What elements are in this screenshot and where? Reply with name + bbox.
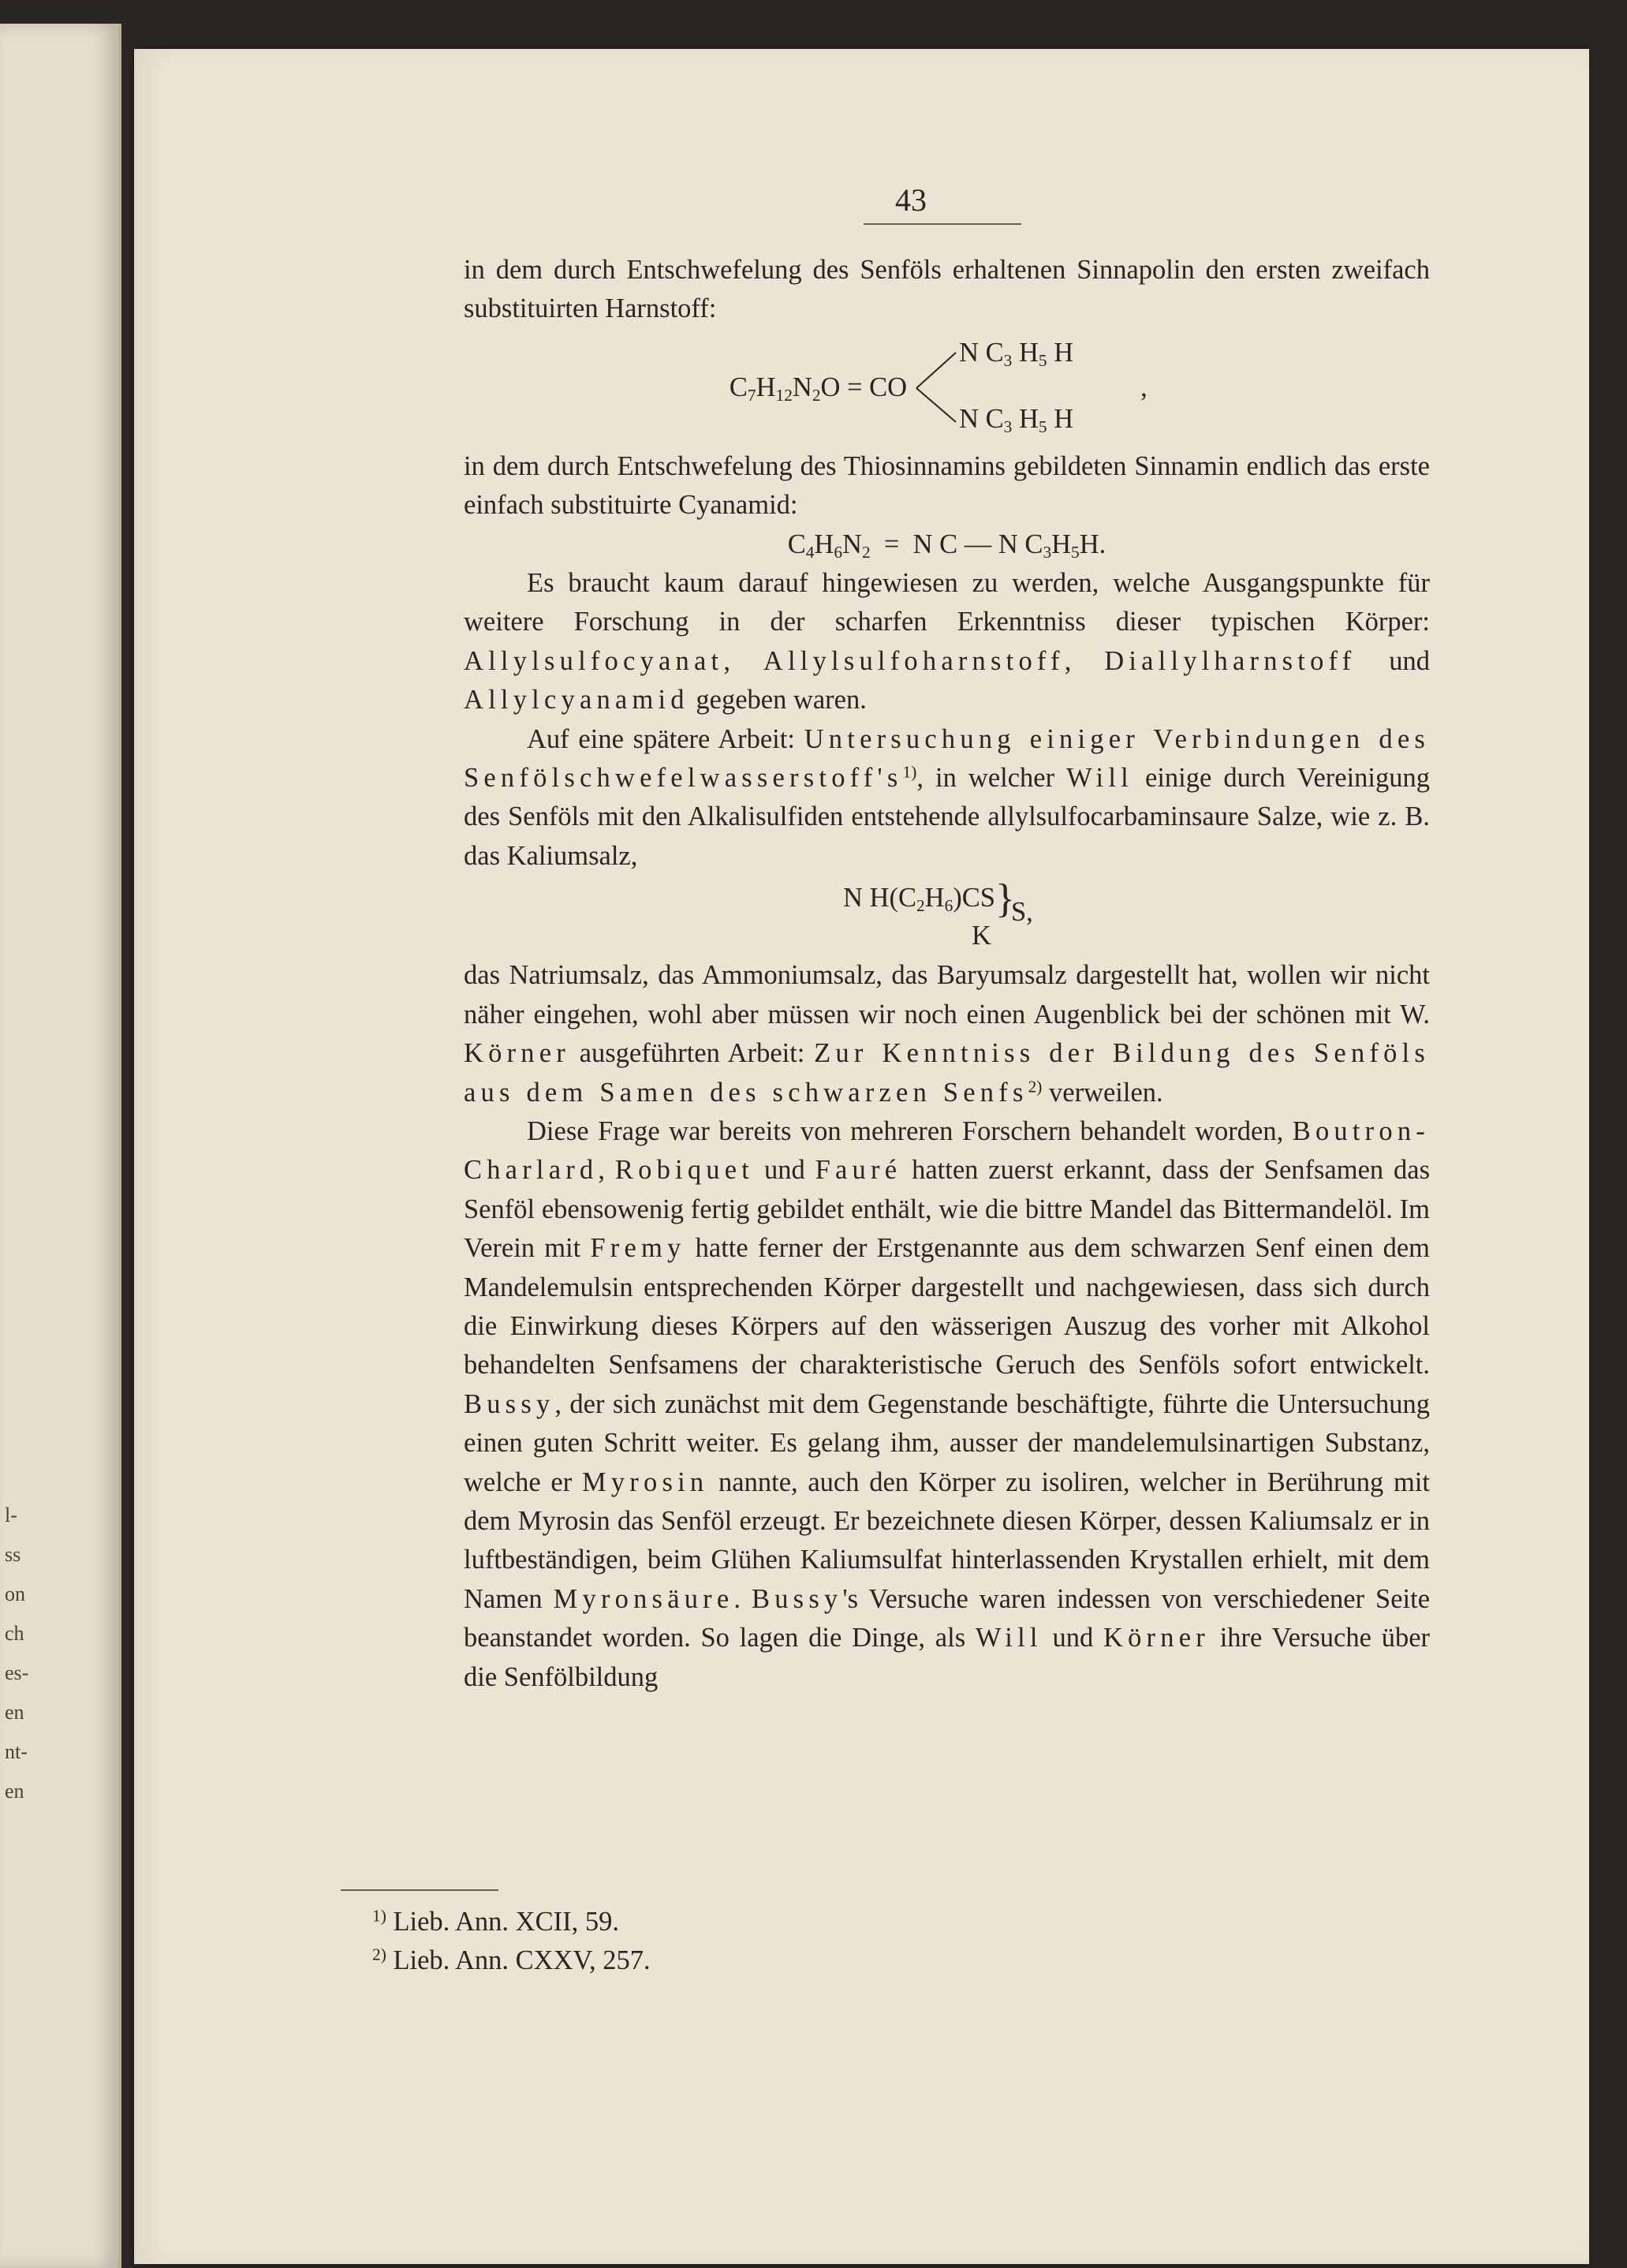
margin-fragment: nt- xyxy=(5,1740,28,1763)
page-number: 43 xyxy=(895,182,927,218)
footnote-rule xyxy=(341,1889,498,1891)
formula-urea: $C_7H_{12}N_2O$ = CO N $C_3$ $H_5$ H , N $C_3$ $H_5$ H xyxy=(464,329,1430,447)
margin-fragment: ss xyxy=(5,1543,21,1566)
paragraph: das Natriumsalz, das Ammoniumsalz, das Baryumsalz dargestellt hat, wollen wir nicht näher eingehen, wohl aber müssen wir noch einen Augenblick bei der schönen mit W. Körner ausgeführten Arbeit: Zur Kenntniss der Bildung des Senföls aus dem Samen des schwarzen Senfs$^{2)}$ verweilen. xyxy=(464,960,1430,1108)
margin-fragment: l- xyxy=(5,1504,17,1526)
formula-potassium-salt: N $H(C_2H_6)CS$ } S, K xyxy=(843,876,1033,951)
footnote-mark: 1) xyxy=(902,762,917,782)
footnote: $^{1)}$ Lieb. Ann. XCII, 59. xyxy=(372,1906,619,1937)
formula-cyanamide: $C_4H_6N_2 = N$ C — N $C_3H_5H$. xyxy=(787,529,1106,562)
margin-fragment: ch xyxy=(5,1622,24,1645)
footnotes xyxy=(372,1903,1082,1980)
margin-fragment: en xyxy=(5,1701,24,1724)
page-number-rule xyxy=(864,223,1021,225)
footnote-mark: 2) xyxy=(1028,1076,1043,1096)
paragraph: in dem durch Entschwefelung des Senföls erhaltenen Sinnapolin den ersten zweifach substituirten Harnstoff: xyxy=(464,255,1430,324)
paragraph: Auf eine spätere Arbeit: Untersuchung einiger Verbindungen des $Senfölschwefelwasserstoff's^{1)}$, in welcher Will einige durch Vereinigung des Senföls mit den Alkalisulfiden entstehende allylsulfocarbaminsaure Salze, wie z. B. das Kaliumsalz, xyxy=(464,723,1430,871)
paragraph: Diese Frage war bereits von mehreren Forschern behandelt worden, Boutron-Charlard, Robiquet und Fauré hatten zuerst erkannt, dass der Senfsamen das Senföl ebensowenig fertig gebildet enthält, wie die bittre Mandel das Bittermandelöl. Im Verein mit Fremy hatte ferner der Erstgenannte aus dem schwarzen Senf einen dem Mandelemulsin entsprechenden Körper dargestellt und nachgewiesen, dass sich durch die Einwirkung dieses Körpers auf den wässerigen Auszug des vorher mit Alkohol behandelten Senfsamens der charakteristische Geruch des Senföls sofort entwickelt. Bussy, der sich zunächst mit dem Gegenstande beschäftigte, führte die Untersuchung einen guten Schritt weiter. Es gelang ihm, ausser der mandelemulsinartigen Substanz, welche er Myrosin nannte, auch den Körper zu isoliren, welcher in Berührung mit dem Myrosin das Senföl erzeugt. Er bezeichnete diesen Körper, dessen Kaliumsalz er in luftbeständigen, beim Glühen Kaliumsulfat hinterlassenden Krystallen erhielt, mit dem Namen Myronsäure. Bussy's Versuche waren indessen von verschiedener Seite beanstandet worden. So lagen die Dinge, als Will und Körner ihre Versuche über die Senfölbildung xyxy=(464,1115,1431,1692)
body-text xyxy=(464,251,1430,1697)
footnote: $^{2)}$ Lieb. Ann. CXXV, 257. xyxy=(372,1945,651,1975)
margin-fragment: es- xyxy=(5,1661,29,1684)
paragraph: Es braucht kaum darauf hingewiesen zu werden, welche Ausgangspunkte für weitere Forschung in der scharfen Erkenntniss dieser typischen Körper: Allylsulfocyanat, Allylsulfoharnstoff, Diallylharnstoff und Allylcyanamid gegeben waren. xyxy=(464,568,1431,716)
margin-fragment: on xyxy=(5,1582,25,1605)
margin-fragment: en xyxy=(5,1780,24,1803)
previous-page-edge xyxy=(0,24,121,2268)
paragraph: in dem durch Entschwefelung des Thiosinnamins gebildeten Sinnamin endlich das erste einfach substituirte Cyanamid: xyxy=(464,450,1430,521)
